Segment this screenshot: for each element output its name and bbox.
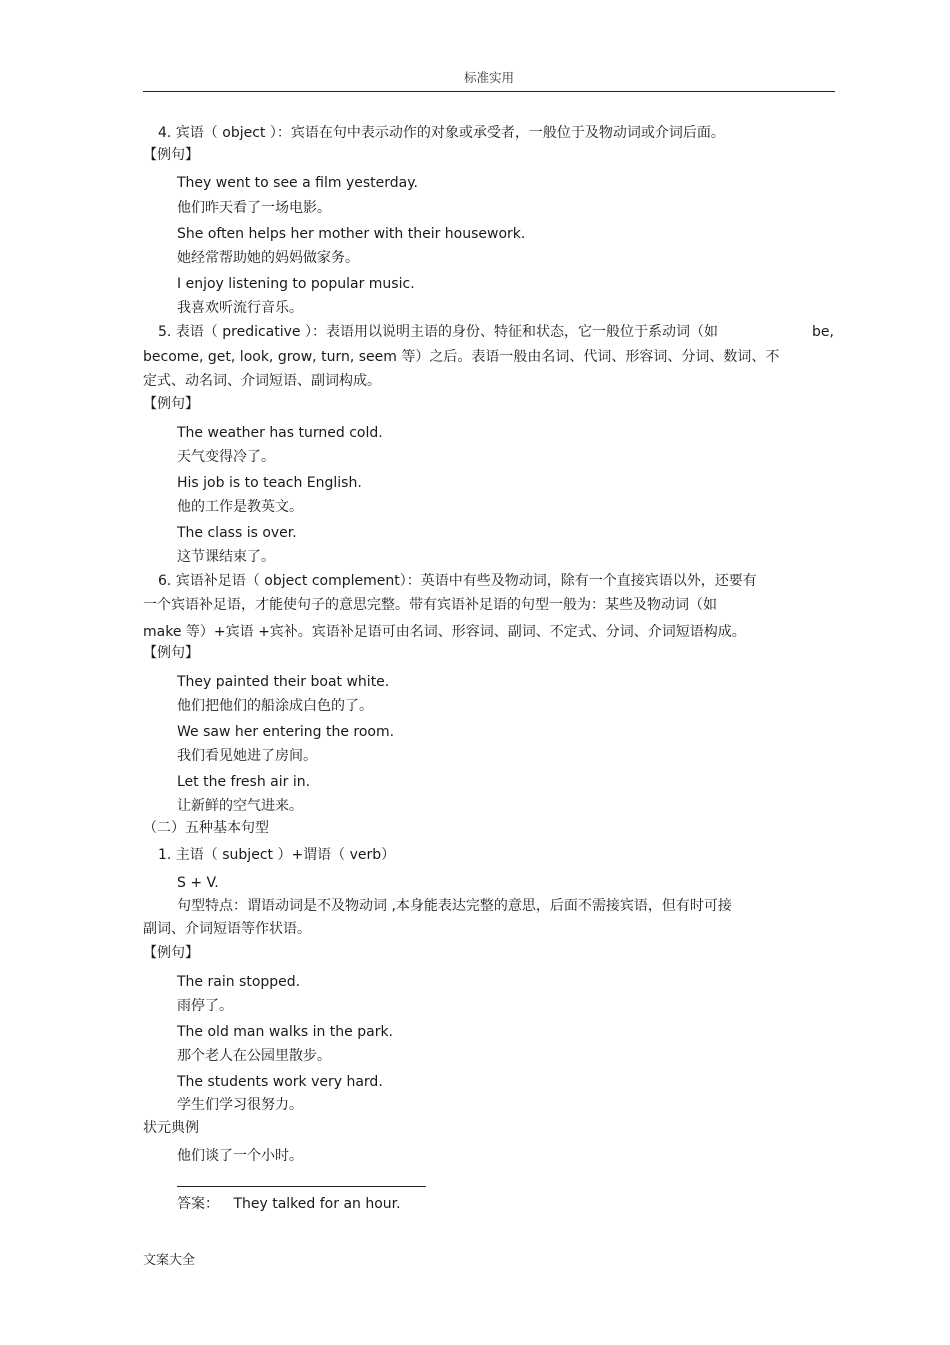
sec6-example-zh: 让新鲜的空气进来。 [177, 798, 303, 814]
part2-example-zh: 雨停了。 [177, 998, 233, 1014]
part2-example-en: The rain stopped. [177, 974, 301, 990]
sec5-example-en: The weather has turned cold. [177, 425, 383, 441]
part2-item1: 1. 主语（ subject ）+谓语（ verb） [158, 847, 396, 863]
sec4-heading: 4. 宾语（ object ）：宾语在句中表示动作的对象或承受者，一般位于及物动词或介词后面。 [158, 125, 725, 141]
exercise-prompt: 他们谈了一个小时。 [177, 1148, 303, 1164]
part2-title: （二）五种基本句型 [143, 820, 269, 836]
sec4-example-en: She often helps her mother with their housework. [177, 226, 526, 242]
part2-example-zh: 学生们学习很努力。 [177, 1097, 303, 1113]
sec6-example-en: Let the fresh air in. [177, 774, 311, 790]
answer-blank-line [177, 1186, 426, 1187]
sec5-example-en: The class is over. [177, 525, 297, 541]
part2-example-zh: 那个老人在公园里散步。 [177, 1048, 331, 1064]
sec5-example-zh: 这节课结束了。 [177, 549, 275, 565]
sec5-line3: 定式、动名词、介词短语、副词构成。 [143, 373, 381, 389]
sec6-line3: make 等）+宾语 +宾补。宾语补足语可由名词、形容词、副词、不定式、分词、介词短语构成。 [143, 624, 746, 640]
sec6-line2: 一个宾语补足语，才能使句子的意思完整。带有宾语补足语的句型一般为：某些及物动词（如 [143, 597, 717, 613]
page-footer: 文案大全 [143, 1253, 196, 1268]
part2-feature-line1: 句型特点：谓语动词是不及物动词 ,本身能表达完整的意思，后面不需接宾语，但有时可接 [177, 898, 732, 914]
sec5-line1-end: be, [812, 324, 834, 340]
part2-feature-line2: 副词、介词短语等作状语。 [143, 921, 311, 937]
part2-example-en: The old man walks in the park. [177, 1024, 394, 1040]
part2-example-en: The students work very hard. [177, 1074, 383, 1090]
exercise-title: 状元典例 [143, 1120, 199, 1136]
sec4-example-label: 【例句】 [143, 147, 199, 163]
sec5-example-en: His job is to teach English. [177, 475, 362, 491]
sec6-example-zh: 他们把他们的船涂成白色的了。 [177, 698, 373, 714]
sec5-line2: become, get, look, grow, turn, seem 等）之后。表语一般由名词、代词、形容词、分词、数词、不 [143, 349, 780, 365]
sec5-example-zh: 他的工作是教英文。 [177, 499, 303, 515]
sec6-example-en: They painted their boat white. [177, 674, 390, 690]
sec6-example-label: 【例句】 [143, 645, 199, 661]
sec5-line1: 5. 表语（ predicative ）：表语用以说明主语的身份、特征和状态，它一般位于系动词（如 [158, 324, 718, 340]
sec5-example-label: 【例句】 [143, 396, 199, 412]
sec6-line1: 6. 宾语补足语（ object complement）：英语中有些及物动词，除有一个直接宾语以外，还要有 [158, 573, 757, 589]
sec4-example-zh: 他们昨天看了一场电影。 [177, 200, 331, 216]
part2-example-label: 【例句】 [143, 945, 199, 961]
answer-text: They talked for an hour. [233, 1196, 401, 1212]
part2-formula: S + V. [177, 875, 219, 891]
answer-label: 答案： [177, 1196, 219, 1212]
header-rule [143, 91, 835, 92]
sec4-example-zh: 我喜欢听流行音乐。 [177, 300, 303, 316]
sec5-example-zh: 天气变得冷了。 [177, 449, 275, 465]
sec6-example-zh: 我们看见她进了房间。 [177, 748, 317, 764]
answer-row [177, 1195, 401, 1213]
page-header: 标准实用 [463, 70, 514, 85]
sec4-example-zh: 她经常帮助她的妈妈做家务。 [177, 250, 359, 266]
sec4-example-en: I enjoy listening to popular music. [177, 276, 415, 292]
sec4-example-en: They went to see a film yesterday. [177, 175, 418, 191]
sec6-example-en: We saw her entering the room. [177, 724, 395, 740]
